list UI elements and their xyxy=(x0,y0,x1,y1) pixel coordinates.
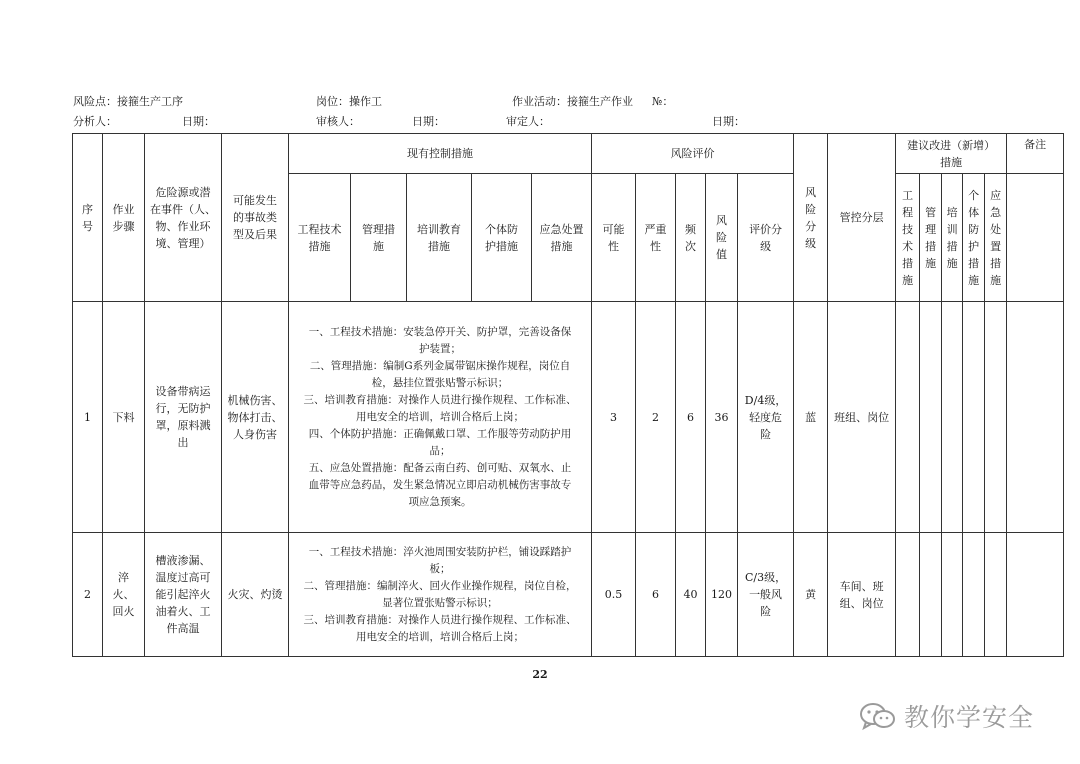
number-label: №： xyxy=(652,95,674,108)
text-line: 能引起淬火 xyxy=(155,588,211,601)
row-value: 120 xyxy=(706,533,738,657)
text-line: 温度过高可 xyxy=(155,571,211,584)
row-grade xyxy=(738,533,794,657)
table-row xyxy=(73,533,1064,657)
header-mgmt xyxy=(351,174,407,302)
text-line: 境、管理） xyxy=(155,236,211,250)
text-line: 分 xyxy=(805,219,817,233)
text-line: 应急处置 xyxy=(539,222,584,236)
text-line: 护 xyxy=(968,239,980,253)
row-severity: 2 xyxy=(636,302,676,533)
text-line: 油着火、工 xyxy=(155,605,211,618)
row-accident xyxy=(222,302,289,533)
text-line: 评价分 xyxy=(749,222,783,236)
text-line: 级 xyxy=(805,236,817,250)
text-line: 车间、班 xyxy=(839,579,884,593)
row-s-mgmt xyxy=(920,533,942,657)
text-line: 风 xyxy=(716,214,728,227)
header-s-train xyxy=(942,174,963,302)
row-seq: 2 xyxy=(73,533,103,657)
row-control-level xyxy=(828,533,896,657)
text-line: D/4级， xyxy=(744,393,787,407)
text-line: 措施 xyxy=(550,239,573,253)
text-line: 工 xyxy=(902,188,914,202)
row-seq: 1 xyxy=(73,302,103,533)
header-grade xyxy=(738,174,794,302)
text-line: 件高温 xyxy=(166,622,200,635)
risk-point-label: 风险点：接箍生产工序 xyxy=(73,95,183,108)
row-s-emerg xyxy=(985,302,1007,533)
text-line: 值 xyxy=(716,248,728,261)
text-line: 培 xyxy=(946,205,958,219)
text-line: 班组、岗位 xyxy=(834,410,890,424)
text-line: 处 xyxy=(990,222,1002,236)
text-line: 护措施 xyxy=(485,239,518,253)
text-line: 级 xyxy=(760,239,772,253)
text-line: 管理措 xyxy=(362,222,395,236)
text-line: 措 xyxy=(946,239,958,253)
row-hazard xyxy=(145,302,222,533)
text-line: 措 xyxy=(902,256,914,270)
row-step xyxy=(103,533,145,657)
watermark-text: 教你学安全 xyxy=(904,703,1035,732)
header-risk-evaluation: 风险评价 xyxy=(592,134,794,174)
header-s-emerg xyxy=(985,174,1007,302)
row-value: 36 xyxy=(706,302,738,533)
text-line: 严重 xyxy=(644,222,667,236)
text-line: 急 xyxy=(990,205,1002,219)
page-number: 22 xyxy=(532,668,548,681)
row-s-eng xyxy=(896,302,920,533)
text-line: 设备带病运 xyxy=(155,385,211,398)
header-remark-blank xyxy=(1007,174,1064,302)
post-label: 岗位：操作工 xyxy=(316,95,382,108)
text-line: 措施 xyxy=(428,239,450,253)
text-line: 出 xyxy=(177,436,189,449)
text-line: 淬 xyxy=(118,571,129,584)
text-line: 三、培训教育措施：对操作人员进行操作规程、工作标准、 xyxy=(303,613,577,626)
text-line: 险 xyxy=(716,231,728,244)
row-remark xyxy=(1007,533,1064,657)
row-frequency: 6 xyxy=(676,302,706,533)
text-line: 物、作业环 xyxy=(155,219,211,233)
text-line: 风 xyxy=(805,185,817,199)
header-value xyxy=(706,174,738,302)
row-likelihood: 3 xyxy=(592,302,636,533)
text-line: C/3级， xyxy=(745,571,787,584)
row-grade xyxy=(738,302,794,533)
text-line: 施 xyxy=(902,273,914,287)
text-line: 技 xyxy=(902,222,914,236)
header-s-ppe xyxy=(963,174,985,302)
text-line: 频 xyxy=(685,222,697,236)
text-line: 险 xyxy=(760,427,772,441)
header-hazard xyxy=(145,134,222,302)
text-line: 施 xyxy=(373,239,384,253)
text-line: 措 xyxy=(968,256,980,270)
text-line: 险 xyxy=(805,202,817,216)
row-risk-level: 蓝 xyxy=(794,302,828,533)
header-severity xyxy=(636,174,676,302)
text-line: 可能发生 xyxy=(233,194,277,207)
text-line: 槽液渗漏、 xyxy=(155,554,211,567)
row-control-measures xyxy=(289,302,592,533)
row-risk-level: 黄 xyxy=(794,533,828,657)
text-line: 血带等应急药品，发生紧急情况立即启动机械伤害事故专 xyxy=(308,478,572,491)
text-line: 理 xyxy=(925,222,937,236)
table-row xyxy=(73,302,1064,533)
header-s-mgmt xyxy=(920,174,942,302)
header-likelihood xyxy=(592,174,636,302)
row-s-train xyxy=(942,533,963,657)
risk-assessment-table xyxy=(72,133,1064,657)
text-line: 个体防 xyxy=(485,222,518,236)
text-line: 的事故类 xyxy=(233,211,277,224)
text-line: 施 xyxy=(990,273,1002,287)
watermark xyxy=(858,698,1034,734)
text-line: 施 xyxy=(946,256,958,270)
row-s-ppe xyxy=(963,533,985,657)
row-s-ppe xyxy=(963,302,985,533)
text-line: 步骤 xyxy=(112,219,135,233)
text-line: 机械伤害、 xyxy=(227,393,283,407)
text-line: 用电安全的培训，培训合格后上岗； xyxy=(356,410,525,423)
row-remark xyxy=(1007,302,1064,533)
header-seq xyxy=(73,134,103,302)
text-line: 品； xyxy=(429,444,451,457)
text-line: 用电安全的培训，培训合格后上岗； xyxy=(356,630,525,643)
text-line: 工程技术 xyxy=(297,222,342,236)
text-line: 二、管理措施：编制淬火、回火作业操作规程，岗位自检， xyxy=(303,579,577,592)
header-frequency xyxy=(676,174,706,302)
text-line: 一般风 xyxy=(749,588,783,601)
row-frequency: 40 xyxy=(676,533,706,657)
text-line: 下料 xyxy=(112,410,135,424)
text-line: 二、管理措施：编制G系列金属带锯床操作规程，岗位自 xyxy=(309,359,571,372)
text-line: 可能 xyxy=(602,222,625,236)
text-line: 性 xyxy=(650,239,662,253)
text-line: 序 xyxy=(82,202,93,216)
text-line: 人身伤害 xyxy=(233,427,277,441)
text-line: 三、培训教育措施：对操作人员进行操作规程、工作标准、 xyxy=(303,393,577,406)
text-line: 显著位置张贴警示标识； xyxy=(382,596,498,609)
text-line: 罩，原料溅 xyxy=(155,419,211,432)
header-accident xyxy=(222,134,289,302)
text-line: 护装置； xyxy=(419,342,462,355)
text-line: 项应急预案。 xyxy=(408,495,472,508)
text-line: 回火 xyxy=(112,605,135,618)
reviewer-label: 审核人： xyxy=(316,115,360,128)
row-hazard xyxy=(145,533,222,657)
wechat-icon xyxy=(858,701,898,731)
text-line: 型及后果 xyxy=(233,228,277,241)
text-line: 一、工程技术措施：淬火池周围安装防护栏，铺设踩踏护 xyxy=(308,545,572,558)
text-line: 险 xyxy=(760,605,772,618)
text-line: 措施 xyxy=(940,155,963,169)
text-line: 培训教育 xyxy=(417,222,461,236)
text-line: 应 xyxy=(990,188,1002,202)
row-severity: 6 xyxy=(636,533,676,657)
header-s-eng xyxy=(896,174,920,302)
text-line: 性 xyxy=(608,239,620,253)
text-line: 措 xyxy=(990,256,1002,270)
row-s-eng xyxy=(896,533,920,657)
text-line: 火灾、灼烫 xyxy=(227,588,283,601)
text-line: 训 xyxy=(946,222,958,236)
header-control-level: 管控分层 xyxy=(828,134,896,302)
text-line: 火、 xyxy=(112,588,135,601)
approver-label: 审定人： xyxy=(506,115,550,128)
text-line: 在事件（人、 xyxy=(150,202,216,216)
header-ppe xyxy=(472,174,532,302)
text-line: 检，悬挂位置张贴警示标识； xyxy=(371,376,509,389)
analyst-label: 分析人： xyxy=(73,115,117,128)
header-eng xyxy=(289,174,351,302)
row-s-emerg xyxy=(985,533,1007,657)
text-line: 程 xyxy=(902,205,914,219)
header-remark: 备注 xyxy=(1007,134,1064,174)
row-step xyxy=(103,302,145,533)
text-line: 置 xyxy=(990,239,1002,253)
text-line: 危险源或潜 xyxy=(155,185,211,199)
header-suggested-measures xyxy=(896,134,1007,174)
header-risk-level xyxy=(794,134,828,302)
text-line: 措 xyxy=(925,239,937,253)
text-line: 建议改进（新增） xyxy=(907,138,996,152)
text-line: 一、工程技术措施：安装急停开关、防护罩，完善设备保 xyxy=(308,325,572,338)
text-line: 施 xyxy=(925,256,937,270)
text-line: 措施 xyxy=(308,239,331,253)
text-line: 作业 xyxy=(112,202,135,216)
text-line: 板； xyxy=(429,562,451,575)
text-line: 行，无防护 xyxy=(155,402,211,415)
text-line: 防 xyxy=(968,222,980,236)
header-step xyxy=(103,134,145,302)
activity-label: 作业活动：接箍生产作业 xyxy=(512,95,633,108)
reviewer-date-label: 日期： xyxy=(412,115,445,128)
row-s-mgmt xyxy=(920,302,942,533)
text-line: 物体打击、 xyxy=(227,410,283,424)
header-train xyxy=(407,174,472,302)
text-line: 四、个体防护措施：正确佩戴口罩、工作服等劳动防护用 xyxy=(308,427,572,440)
text-line: 体 xyxy=(968,205,980,219)
text-line: 个 xyxy=(968,188,980,202)
row-s-train xyxy=(942,302,963,533)
text-line: 号 xyxy=(82,219,93,233)
header-emerg xyxy=(532,174,592,302)
header-existing-controls: 现有控制措施 xyxy=(289,134,592,174)
text-line: 施 xyxy=(968,273,980,287)
row-likelihood: 0.5 xyxy=(592,533,636,657)
analyst-date-label: 日期： xyxy=(182,115,215,128)
text-line: 术 xyxy=(902,239,914,253)
text-line: 轻度危 xyxy=(749,410,783,424)
approver-date-label: 日期： xyxy=(712,115,745,128)
row-accident xyxy=(222,533,289,657)
text-line: 组、岗位 xyxy=(839,596,884,610)
text-line: 次 xyxy=(685,239,697,253)
row-control-measures xyxy=(289,533,592,657)
text-line: 五、应急处置措施：配备云南白药、创可贴、双氧水、止 xyxy=(308,461,572,474)
text-line: 管 xyxy=(925,205,937,219)
row-control-level xyxy=(828,302,896,533)
